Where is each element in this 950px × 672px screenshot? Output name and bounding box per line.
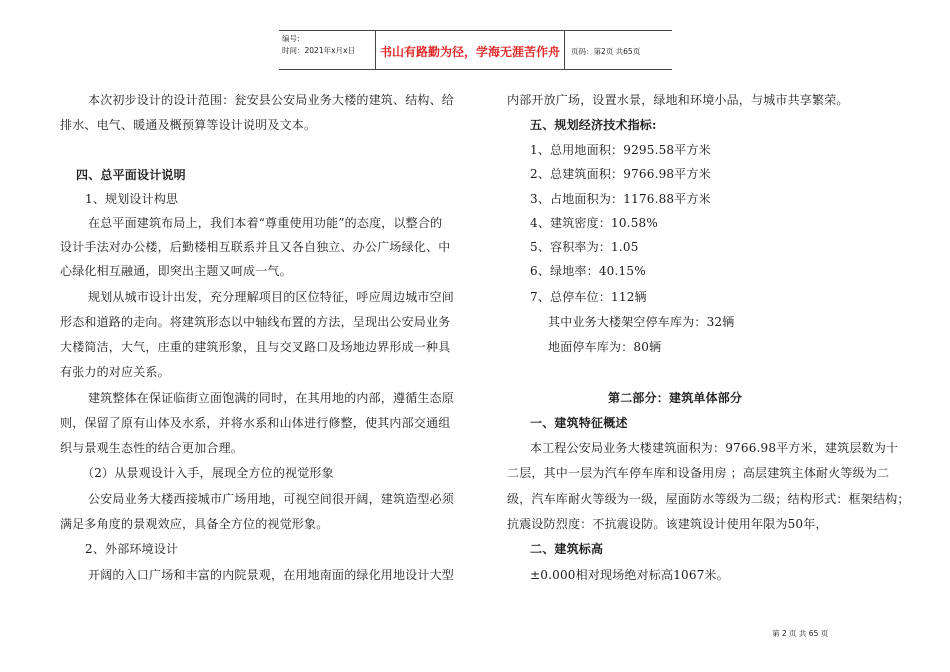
paragraph-line: 抗震设防烈度：不抗震设防。该建筑设计使用年限为50年， [507,517,828,531]
doc-number-label: 编号: [282,34,300,43]
paragraph-line: 本次初步设计的设计范围：瓮安县公安局业务大楼的建筑、结构、给 [88,93,455,107]
paragraph-line: 在总平面建筑布局上，我们本着“尊重使用功能”的态度，以整合的 [88,216,443,230]
indicator-subitem: 地面停车库为：80辆 [548,340,662,354]
paragraph-line: 则，保留了原有山体及水系，并将水系和山体进行修整，使其内部交通组 [60,416,451,430]
page-footer: 第 2 页 共 65 页 [772,629,829,638]
date-label: 时间：2021年x月x日 [282,46,355,55]
indicator-item: 1、总用地面积：9295.58平方米 [530,143,711,157]
paragraph-line: 大楼简洁，大气，庄重的建筑形象，且与交叉路口及场地边界形成一种具 [60,340,451,354]
paragraph-line: 织与景观生态性的结合更加合理。 [60,441,244,455]
paragraph-line: 满足多角度的景观效应，具备全方位的视觉形象。 [60,517,329,531]
paragraph-line: 有张力的对应关系。 [60,365,170,379]
paragraph-line: 本工程公安局业务大楼建筑面积为：9766.98平方米，建筑层数为十 [530,441,899,455]
subsection-heading: 2、外部环境设计 [85,542,179,556]
subsection-heading: （2）从景观设计入手，展现全方位的视觉形象 [82,466,334,480]
paragraph-line: 级，汽车库耐火等级为一级，屋面防水等级为二级；结构形式：框架结构； [507,492,910,506]
subsection-heading: 1、规划设计构思 [85,192,179,206]
part-heading: 第二部分：建筑单体部分 [608,391,743,405]
paragraph-line: 建筑整体在保证临街立面饱满的同时，在其用地的内部，遵循生态原 [88,391,455,405]
paragraph-line: 内部开放广场，设置水景，绿地和环境小品，与城市共享繁荣。 [507,93,849,107]
slogan-text: 书山有路勤为径，学海无涯苦作舟 [379,45,560,59]
header-slogan-cell [376,31,565,69]
section-heading: 五、规划经济技术指标: [530,118,657,132]
paragraph-line: ±0.000相对现场绝对标高1067米。 [530,568,729,582]
header-meta-cell [279,31,376,69]
section-heading: 二、建筑标高 [530,542,604,556]
section-heading: 一、建筑特征概述 [530,416,628,430]
indicator-item: 3、占地面积为：1176.88平方米 [530,192,711,206]
header-page-cell [565,31,672,69]
section-heading: 四、总平面设计说明 [76,168,186,182]
paragraph-line: 规划从城市设计出发，充分理解项目的区位特征，呼应周边城市空间 [88,290,455,304]
page-number-label: 页码：第2页 共65页 [571,47,641,56]
paragraph-line: 设计手法对办公楼，后勤楼相互联系并且又各自独立、办公广场绿化、中 [60,240,451,254]
indicator-item: 7、总停车位：112辆 [530,290,647,304]
indicator-item: 6、绿地率：40.15% [530,264,646,278]
indicator-item: 4、建筑密度：10.58% [530,216,658,230]
paragraph-line: 公安局业务大楼西接城市广场用地，可视空间很开阔，建筑造型必须 [88,492,455,506]
paragraph-line: 二层，其中一层为汽车停车库和设备用房 ；高层建筑主体耐火等级为二 [507,466,890,480]
indicator-subitem: 其中业务大楼架空停车库为：32辆 [548,315,735,329]
paragraph-line: 心绿化相互融通，即突出主题又呵成一气。 [60,264,292,278]
paragraph-line: 形态和道路的走向。将建筑形态以中轴线布置的方法，呈现出公安局业务 [60,315,451,329]
paragraph-line: 排水、电气、暖通及概预算等设计说明及文本。 [60,118,317,132]
indicator-item: 5、容积率为：1.05 [530,240,639,254]
paragraph-line: 开阔的入口广场和丰富的内院景观，在用地南面的绿化用地设计大型 [88,568,455,582]
page-header [279,30,672,70]
indicator-item: 2、总建筑面积：9766.98平方米 [530,167,711,181]
